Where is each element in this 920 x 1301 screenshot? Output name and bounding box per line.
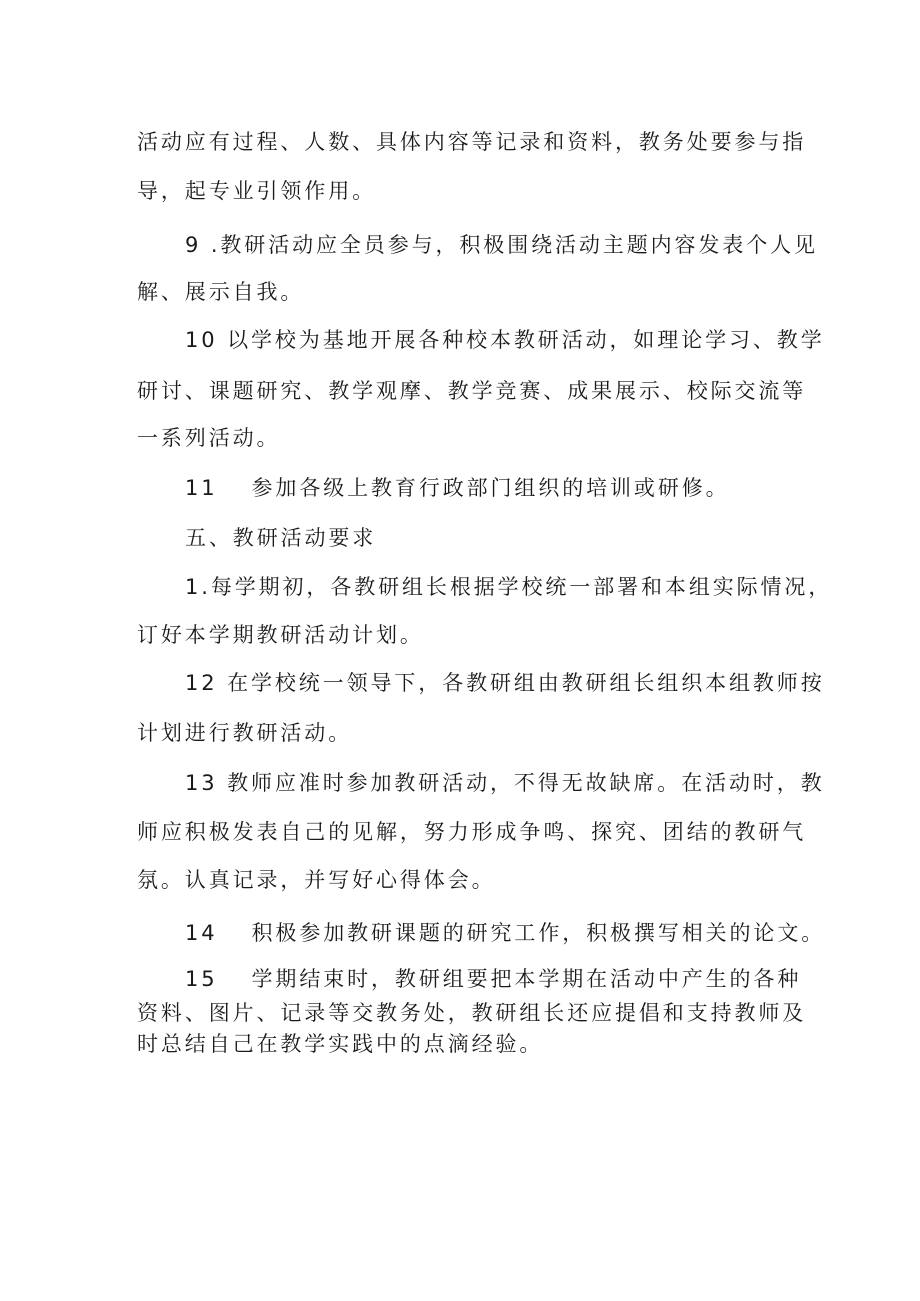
paragraph-line: 12 在学校统一领导下，各教研组由教研组长组织本组教师按 — [185, 671, 825, 695]
paragraph-line: 师应积极发表自己的见解，努力形成争鸣、探究、团结的教研气 — [137, 820, 807, 844]
paragraph-line: 10 以学校为基地开展各种校本教研活动，如理论学习、教学 — [185, 328, 825, 352]
paragraph-line: 时总结自己在教学实践中的点滴经验。 — [137, 1032, 544, 1056]
paragraph-line: 订好本学期教研活动计划。 — [137, 623, 424, 647]
paragraph-line: 资料、图片、记录等交教务处，教研组长还应提倡和支持教师及 — [137, 1001, 807, 1025]
section-heading: 五、教研活动要求 — [185, 526, 377, 550]
paragraph-line: 1.每学期初，各教研组长根据学校统一部署和本组实际情况， — [185, 575, 833, 599]
numbered-item — [185, 920, 825, 946]
item-number: 15 — [185, 967, 218, 991]
item-number: 14 — [185, 921, 218, 945]
paragraph-line: 导，起专业引领作用。 — [137, 179, 376, 203]
paragraph-line: 13 教师应准时参加教研活动，不得无故缺席。在活动时，教 — [185, 771, 825, 795]
item-text: 参加各级上教育行政部门组织的培训或研修。 — [251, 476, 730, 500]
paragraph-line: 解、展示自我。 — [137, 280, 305, 304]
item-number: 11 — [185, 476, 218, 500]
paragraph-line: 研讨、课题研究、教学观摩、教学竞赛、成果展示、校际交流等 — [137, 379, 807, 403]
numbered-item — [185, 475, 730, 501]
numbered-item — [185, 966, 801, 992]
paragraph-line: 氛。认真记录，并写好心得体会。 — [137, 868, 496, 892]
paragraph-line: 一系列活动。 — [137, 426, 281, 450]
paragraph-line: 9 .教研活动应全员参与，积极围绕活动主题内容发表个人见 — [185, 233, 818, 257]
paragraph-line: 计划进行教研活动。 — [137, 721, 353, 745]
item-text: 积极参加教研课题的研究工作，积极撰写相关的论文。 — [251, 921, 826, 945]
item-text: 学期结束时，教研组要把本学期在活动中产生的各种 — [251, 967, 802, 991]
paragraph-line: 活动应有过程、人数、具体内容等记录和资料，教务处要参与指 — [137, 130, 807, 154]
